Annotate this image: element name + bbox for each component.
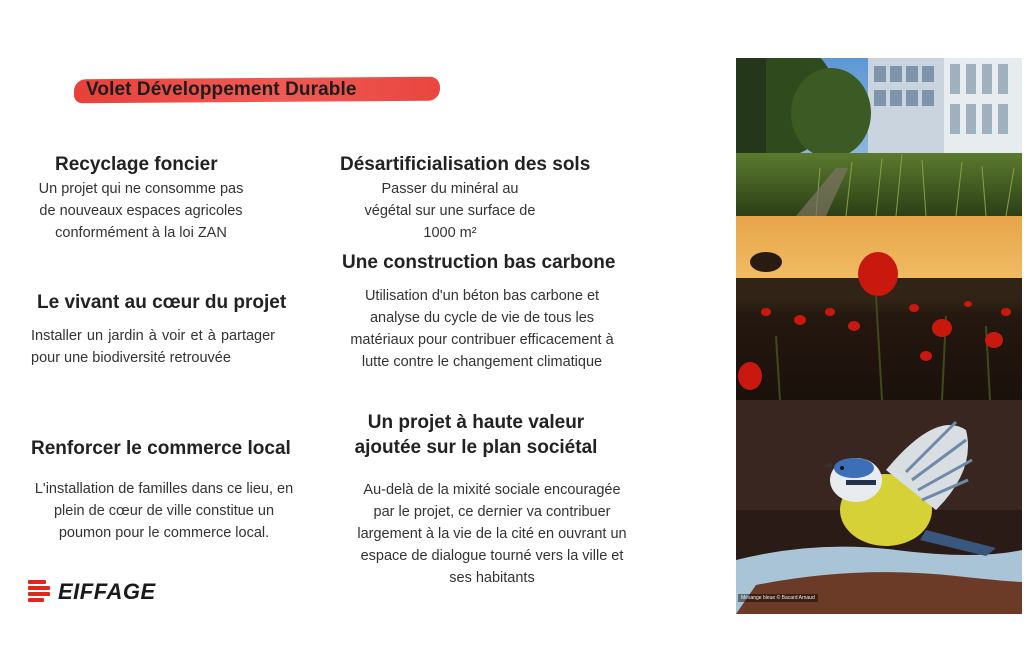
- photo-caption-blue-tit: Mésange bleue © Bacard Arnaud: [738, 594, 818, 602]
- heading-vivant: Le vivant au cœur du projet: [37, 292, 287, 313]
- eiffage-logo: [28, 578, 156, 606]
- photo-building-garden: [736, 58, 1022, 216]
- text-desartificialisation: Passer du minéral au végétal sur une surface de 1000 m²: [364, 181, 536, 241]
- text-commerce-local: L'installation de familles dans ce lieu, en plein de cœur de ville constitue un poumon pour le commerce local.: [34, 481, 294, 541]
- heading-commerce-local: Renforcer le commerce local: [31, 438, 291, 459]
- text-valeur-societale: Au-delà de la mixité sociale encouragée par le projet, ce dernier va contribuer largement à la vie de la cité en ouvrant un espace de dialogue tourné vers la ville et ses habitants: [357, 482, 627, 586]
- page-title: Volet Développement Durable: [86, 79, 357, 100]
- heading-valeur-societale: Un projet à haute valeur ajoutée sur le plan sociétal: [354, 412, 598, 458]
- text-vivant: Installer un jardin à voir et à partager pour une biodiversité retrouvée: [31, 328, 275, 366]
- eiffage-logo-text: EIFFAGE: [58, 579, 156, 604]
- text-recyclage-foncier: Un projet qui ne consomme pas de nouveaux espaces agricoles conformément à la loi ZAN: [38, 181, 244, 241]
- text-bas-carbone: Utilisation d'un béton bas carbone et analyse du cycle de vie de tous les matériaux pour contribuer efficacement à lutte contre le changement climatique: [350, 288, 614, 370]
- photo-blue-tit: [736, 400, 1022, 614]
- eiffage-logo-icon: [28, 580, 50, 604]
- heading-bas-carbone: Une construction bas carbone: [342, 252, 616, 273]
- heading-desartificialisation: Désartificialisation des sols: [340, 154, 591, 175]
- heading-recyclage-foncier: Recyclage foncier: [55, 154, 218, 175]
- photo-poppies: [736, 216, 1022, 400]
